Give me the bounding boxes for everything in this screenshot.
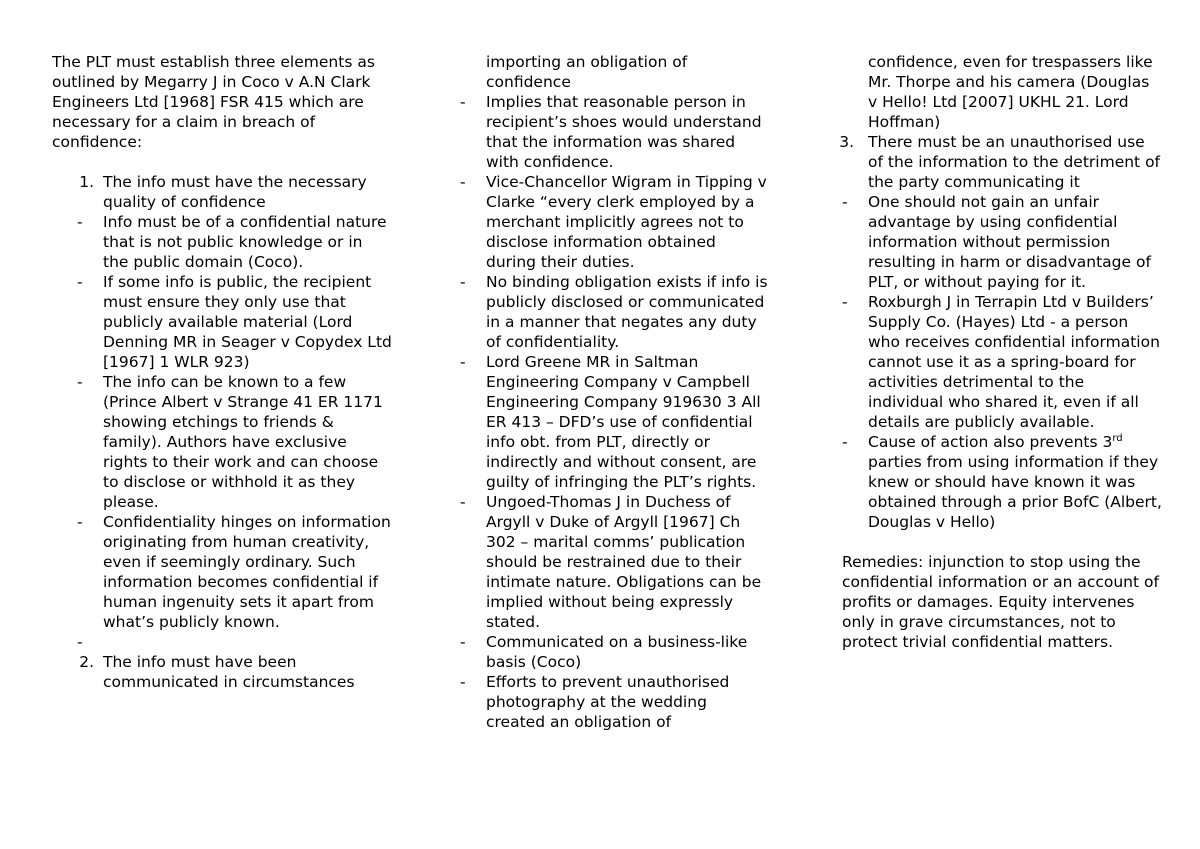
- bullet-item: [52, 212, 392, 272]
- dash-bullet: -: [77, 373, 83, 391]
- bullet-text: Vice-Chancellor Wigram in Tipping v Clarke “every clerk employed by a merchant implicitly agrees not to disclose information obtained during their duties.: [486, 173, 767, 271]
- item-text: The info must have been communicated in circumstances: [103, 653, 355, 691]
- bullet-text: No binding obligation exists if info is publicly disclosed or communicated in a manner that negates any duty of confidentiality.: [486, 273, 768, 351]
- bullet-item: [460, 672, 770, 732]
- bullet-text: Info must be of a confidential nature that is not public knowledge or in the public domain (Coco).: [103, 213, 387, 271]
- bullet-item: [52, 272, 392, 372]
- continued-item-text: confidence, even for trespassers like Mr. Thorpe and his camera (Douglas v Hello! Ltd [2007] UKHL 21. Lord Hoffman): [868, 53, 1153, 131]
- dash-bullet: -: [460, 93, 466, 111]
- dash-bullet: -: [77, 273, 83, 291]
- bullet-text: Implies that reasonable person in recipient’s shoes would understand that the information was shared with confidence.: [486, 93, 762, 171]
- dash-bullet: -: [460, 493, 466, 511]
- bullet-text: Communicated on a business-like basis (Coco): [486, 633, 748, 671]
- bullet-text: [868, 433, 1162, 531]
- bullet-text: Roxburgh J in Terrapin Ltd v Builders’ Supply Co. (Hayes) Ltd - a person who receives confidential information cannot use it as a spring-board for activities detrimental to the individual who shared it, even if all details are publicly available.: [868, 293, 1160, 431]
- item-number: 3.: [839, 133, 854, 151]
- bullet-item: [842, 192, 1162, 292]
- item-number: 2.: [79, 653, 94, 671]
- spacer: [842, 532, 1162, 552]
- dash-bullet: -: [77, 213, 83, 231]
- column-3: [839, 52, 1162, 652]
- superscript: rd: [1112, 433, 1123, 444]
- numbered-item-3: [839, 132, 1162, 192]
- bullet-item: [460, 632, 770, 672]
- column-1: [52, 52, 392, 692]
- dash-bullet: -: [77, 633, 83, 651]
- intro-paragraph: The PLT must establish three elements as outlined by Megarry J in Coco v A.N Clark Engineers Ltd [1968] FSR 415 which are necessary for a claim in breach of confidence:: [52, 53, 375, 151]
- remedies-paragraph: Remedies: injunction to stop using the confidential information or an account of profits or damages. Equity intervenes only in grave circumstances, not to protect trivial confidential matters.: [842, 553, 1159, 651]
- item-number: 1.: [79, 173, 94, 191]
- numbered-item-1: [52, 172, 392, 212]
- continued-text: [842, 52, 1162, 132]
- bullet-text: One should not gain an unfair advantage by using confidential information without permission resulting in harm or disadvantage of PLT, or without paying for it.: [868, 193, 1151, 291]
- bullet-text: Efforts to prevent unauthorised photography at the wedding created an obligation of: [486, 673, 730, 731]
- bullet-item-empty: [52, 632, 392, 652]
- bullet-item: [52, 512, 392, 632]
- bullet-text: Confidentiality hinges on information originating from human creativity, even if seemingly ordinary. Such information becomes confidential if human ingenuity sets it apart from what’s publicly known.: [103, 513, 391, 631]
- dash-bullet: -: [460, 353, 466, 371]
- bullet-item: [842, 292, 1162, 432]
- bullet-item: [52, 372, 392, 512]
- dash-bullet: -: [842, 293, 848, 311]
- bullet-text: If some info is public, the recipient must ensure they only use that publicly available material (Lord Denning MR in Seager v Copydex Ltd [1967] 1 WLR 923): [103, 273, 392, 371]
- numbered-item-2: [52, 652, 392, 692]
- dash-bullet: -: [460, 273, 466, 291]
- dash-bullet: -: [842, 433, 848, 451]
- bullet-text-part: parties from using information if they knew or should have known it was obtained through a prior BofC (Albert, Douglas v Hello): [868, 453, 1162, 531]
- item-text: There must be an unauthorised use of the information to the detriment of the party communicating it: [868, 133, 1161, 191]
- dash-bullet: -: [460, 633, 466, 651]
- dash-bullet: -: [460, 673, 466, 691]
- bullet-text: Ungoed-Thomas J in Duchess of Argyll v Duke of Argyll [1967] Ch 302 – marital comms’ publication should be restrained due to their intimate nature. Obligations can be implied without being expressly stated.: [486, 493, 762, 631]
- bullet-item: [842, 432, 1162, 532]
- dash-bullet: -: [460, 173, 466, 191]
- column-2: [460, 52, 770, 732]
- bullet-item: [460, 492, 770, 632]
- dash-bullet: -: [77, 513, 83, 531]
- bullet-item: [460, 272, 770, 352]
- bullet-item: [460, 92, 770, 172]
- bullet-text: The info can be known to a few (Prince Albert v Strange 41 ER 1171 showing etchings to friends & family). Authors have exclusive rights to their work and can choose to disclose or withhold it as they please.: [103, 373, 383, 511]
- bullet-item: [460, 172, 770, 272]
- bullet-text: Lord Greene MR in Saltman Engineering Company v Campbell Engineering Company 919630 3 All ER 413 – DFD’s use of confidential info obt. from PLT, directly or indirectly and without consent, are guilty of infringing the PLT’s rights.: [486, 353, 761, 491]
- continued-text: [460, 52, 770, 92]
- spacer: [52, 152, 392, 172]
- item-text: The info must have the necessary quality of confidence: [103, 173, 367, 211]
- continued-item-text: importing an obligation of confidence: [486, 53, 688, 91]
- dash-bullet: -: [842, 193, 848, 211]
- bullet-item: [460, 352, 770, 492]
- bullet-text-part: Cause of action also prevents 3: [868, 433, 1113, 451]
